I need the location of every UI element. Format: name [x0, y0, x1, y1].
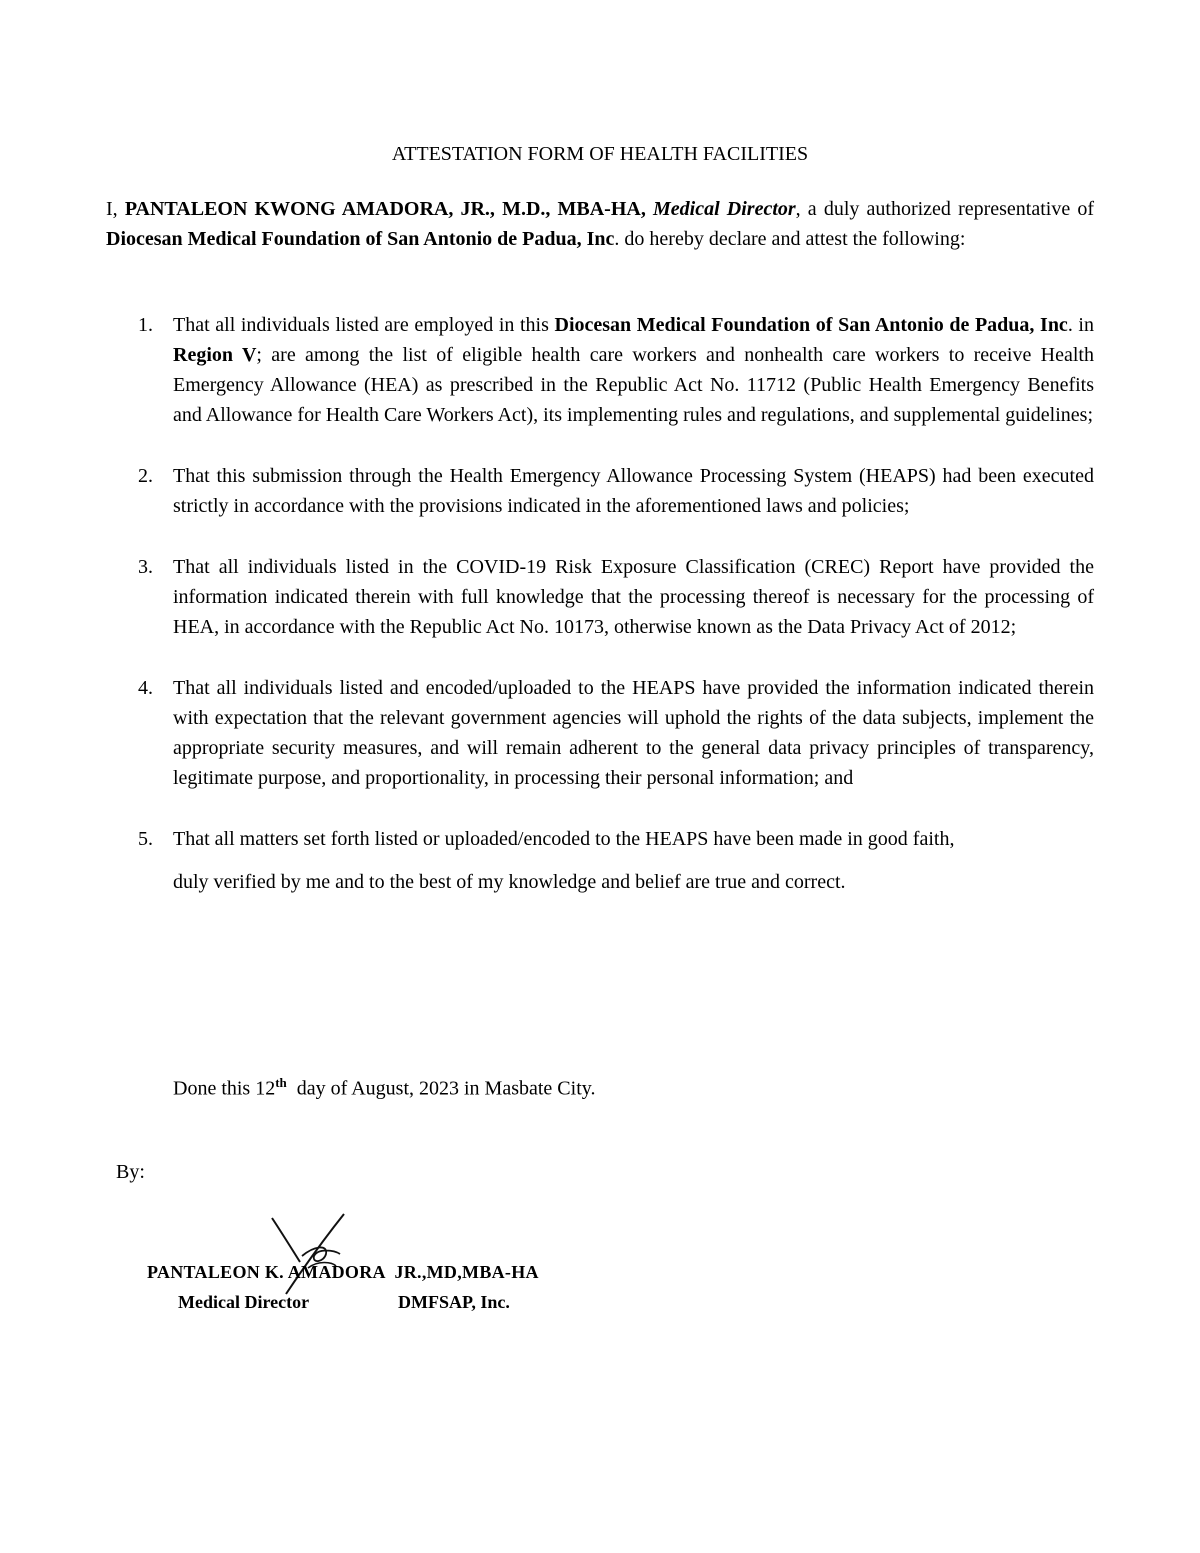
- date-place-line: [173, 1068, 595, 1104]
- intro-text-3: , a duly authorized representative of: [795, 198, 1095, 220]
- item-text: That this submission through the Health Emergency Allowance Processing System (HEAPS) had been executed strictly in accordance with the provisions indicated in the aforementioned laws and policies;: [173, 465, 1094, 517]
- item-text: ; are among the list of eligible health care workers and nonhealth care workers to receive Health Emergency Allowance (HEA) as prescribed in the Republic Act No. 11712 (Public Health Emergency Benefits and Allowance for Health Care Workers Act), its implementing rules and regulations, and supplemental guidelines;: [173, 344, 1094, 426]
- declarant-name: PANTALEON KWONG AMADORA, JR., M.D., MBA-HA,: [124, 198, 646, 220]
- item-text: That all individuals listed and encoded/uploaded to the HEAPS have provided the information indicated therein with expectation that the relevant government agencies will uphold the rights of the data subjects, implement the appropriate security measures, and will remain adherent to the general data privacy principles of transparency, legitimate purpose, and proportionality, in processing their personal information; and: [173, 677, 1094, 789]
- item-text-continued: duly verified by me and to the best of my knowledge and belief are true and correct.: [173, 871, 846, 893]
- item-text: That all matters set forth listed or uploaded/encoded to the HEAPS have been made in good faith,: [173, 828, 955, 850]
- attestation-list: [106, 310, 1094, 928]
- intro-text-2: [646, 198, 653, 220]
- signer-title: Medical Director: [178, 1292, 310, 1312]
- facility-name: Diocesan Medical Foundation of San Antonio de Padua, Inc: [106, 228, 615, 250]
- intro-paragraph: [106, 194, 1094, 254]
- item-number: 2.: [138, 465, 153, 487]
- item-number: 1.: [138, 314, 153, 336]
- region-name: Region V: [173, 344, 257, 366]
- item-text: That all individuals listed in the COVID-19 Risk Exposure Classification (CREC) Report have provided the information indicated therein with full knowledge that the processing thereof is necessary for the processing of HEA, in accordance with the Republic Act No. 10173, otherwise known as the Data Privacy Act of 2012;: [173, 556, 1094, 638]
- list-item-2: [106, 461, 1094, 521]
- done-suffix: day of August, 2023 in Masbate City.: [286, 1077, 596, 1100]
- list-item-3: [106, 552, 1094, 642]
- item-number: 5.: [138, 828, 153, 850]
- item-number: 3.: [138, 556, 153, 578]
- declarant-role: Medical Director: [653, 198, 796, 220]
- ordinal-suffix: th: [275, 1075, 287, 1090]
- facility-name: Diocesan Medical Foundation of San Antonio de Padua, Inc: [554, 314, 1068, 336]
- signer-name: PANTALEON K. AMADORA JR.,MD,MBA-HA: [147, 1262, 539, 1282]
- signature-image: [262, 1210, 372, 1300]
- page-title: ATTESTATION FORM OF HEALTH FACILITIES: [391, 143, 809, 165]
- item-number: 4.: [138, 677, 153, 699]
- intro-text-4: . do hereby declare and attest the following:: [614, 228, 966, 250]
- list-item-4: [106, 673, 1094, 793]
- item-text: That all individuals listed are employed in this: [173, 314, 555, 336]
- signer-organization: DMFSAP, Inc.: [398, 1292, 510, 1312]
- by-label: By:: [116, 1161, 145, 1183]
- item-text: . in: [1067, 314, 1094, 336]
- list-item-1: [106, 310, 1094, 430]
- list-item-5: [106, 824, 1094, 897]
- intro-text-1: I,: [106, 198, 125, 220]
- done-prefix: Done this 12: [173, 1077, 276, 1100]
